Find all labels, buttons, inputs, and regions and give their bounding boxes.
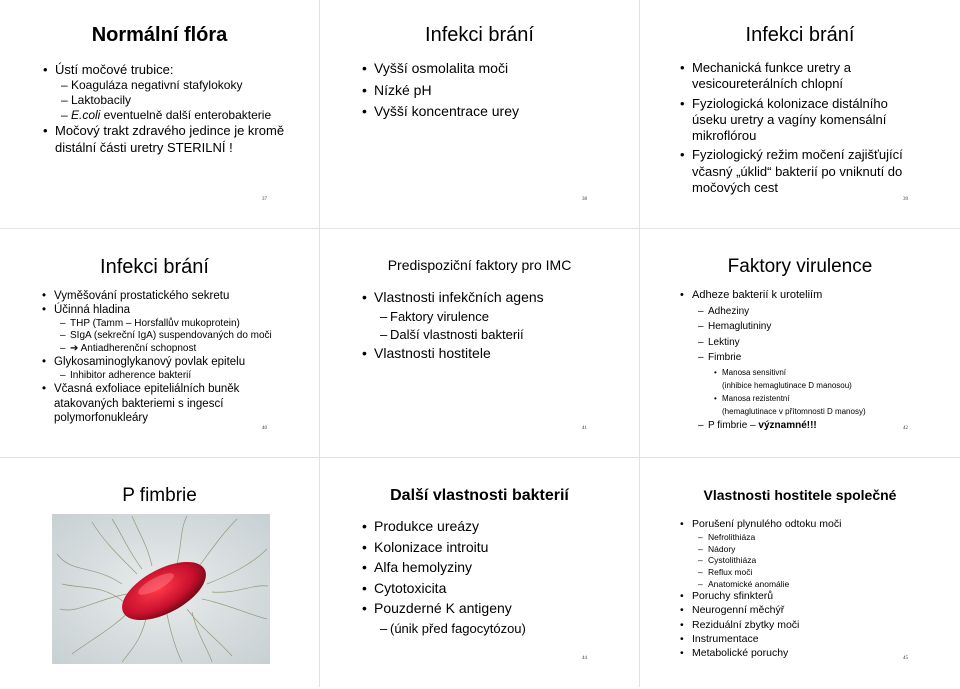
slide-45 xyxy=(640,458,960,687)
list-item: – Anatomické anomálie xyxy=(678,579,928,590)
bacterium-image xyxy=(52,514,270,664)
list-item: – (únik před fagocytózou) xyxy=(360,621,620,637)
bullet-list xyxy=(360,289,620,363)
list-item: • Vyměšování prostatického sekretu xyxy=(40,289,280,303)
list-item: – THP (Tamm – Horsfallův mukoprotein) xyxy=(40,318,280,331)
list-item: • Reziduální zbytky moči xyxy=(678,619,928,632)
slide-title: Infekci brání xyxy=(745,24,855,46)
list-item: • Fyziologický režim močení zajišťující včasný „úklid“ bakterií po vniknutí do močových cest xyxy=(678,147,908,196)
list-item: • Mechanická funkce uretry a vesicoureterálních chlopní xyxy=(678,60,908,93)
emphasis-text: významné xyxy=(758,419,807,431)
bullet-list xyxy=(678,518,928,660)
list-item: • Nízké pH xyxy=(360,82,620,100)
list-item: • Cytotoxicita xyxy=(360,580,620,598)
list-item: • Vlastnosti hostitele xyxy=(360,345,620,363)
bullet-list xyxy=(360,60,620,121)
list-item: • Vyšší koncentrace urey xyxy=(360,103,620,121)
list-item: • Alfa hemolyziny xyxy=(360,559,620,577)
list-item: – Koaguláza negativní stafylokoky xyxy=(41,78,296,93)
list-item: • Metabolické poruchy xyxy=(678,647,928,660)
list-item: • Instrumentace xyxy=(678,633,928,646)
list-item: • Močový trakt zdravého jedince je kromě distální části uretry STERILNÍ ! xyxy=(41,123,296,156)
list-item: – P fimbrie – významné!!! xyxy=(678,420,928,433)
list-item: • Neurogenní měchýř xyxy=(678,604,928,617)
list-item: • Manosa rezistentní xyxy=(678,394,928,404)
right-arrow-icon: ➔ xyxy=(70,342,79,354)
slide-title: Predispoziční faktory pro IMC xyxy=(387,257,572,273)
list-item-text: Antiadherenční schopnost xyxy=(78,342,197,354)
list-item: – Laktobacily xyxy=(41,93,296,108)
slide-title: P fimbrie xyxy=(122,485,197,506)
list-item: • Manosa sensitivní xyxy=(678,368,928,378)
list-item xyxy=(40,343,280,356)
list-item: – Hemaglutininy xyxy=(678,321,928,334)
slide-number: 40 xyxy=(262,426,267,431)
slide-title: Další vlastnosti bakterií xyxy=(390,487,569,504)
list-item: • Kolonizace introitu xyxy=(360,539,620,557)
list-item: • Glykosaminoglykanový povlak epitelu xyxy=(40,355,280,369)
bullet-list xyxy=(678,289,928,432)
slide-44 xyxy=(320,458,640,687)
list-item xyxy=(41,108,296,123)
slide-number: 44 xyxy=(582,656,587,661)
list-item: • Pouzderné K antigeny xyxy=(360,600,620,618)
list-item: • Ústí močové trubice: xyxy=(41,62,296,78)
slide-number: 45 xyxy=(903,656,908,661)
slide-number: 37 xyxy=(262,197,267,202)
list-item: – Cystolithiáza xyxy=(678,555,928,566)
slide-40 xyxy=(0,229,320,458)
bullet-list xyxy=(360,518,620,637)
list-item: • Produkce ureázy xyxy=(360,518,620,536)
list-item: • Fyziologická kolonizace distálního úseku uretry a vagíny komensální mikroflórou xyxy=(678,96,908,145)
list-item-text: P fimbrie xyxy=(708,419,748,431)
slide-number: 41 xyxy=(582,426,587,431)
list-item: • Vlastnosti infekčních agens xyxy=(360,289,620,307)
slide-title: Faktory virulence xyxy=(727,256,873,277)
slide-39 xyxy=(640,0,960,229)
list-item: • Porušení plynulého odtoku moči xyxy=(678,518,928,531)
emphasis-text: !!! xyxy=(806,419,817,431)
bullet-list xyxy=(41,62,296,156)
list-item: – Adheziny xyxy=(678,306,928,319)
slide-number: 42 xyxy=(903,426,908,431)
list-item: (hemaglutinace v přítomnosti D manosy) xyxy=(722,406,866,416)
slide-title: Vlastnosti hostitele společné xyxy=(703,487,897,503)
slide-title: Normální flóra xyxy=(91,24,228,46)
list-item: • Včasná exfoliace epiteliálních buněk atakovaných bakteriemi s ingescí polymorfonukleáry xyxy=(40,382,259,425)
slide-41 xyxy=(320,229,640,458)
list-item: – Nefrolithiáza xyxy=(678,532,928,543)
list-item-text: eventuelně další enterobakterie xyxy=(100,108,272,123)
slide-title: Infekci brání xyxy=(100,256,209,278)
list-item: • Poruchy sfinkterů xyxy=(678,590,928,603)
list-item: – Další vlastnosti bakterií xyxy=(360,327,620,343)
list-item: – Lektiny xyxy=(678,337,928,350)
list-item: • Adheze bakterií k uroteliím xyxy=(678,289,928,303)
slide-38 xyxy=(320,0,640,229)
slide-title: Infekci brání xyxy=(425,24,534,46)
list-item: (inhibice hemaglutinace D manosou) xyxy=(722,380,852,390)
slide-42 xyxy=(640,229,960,458)
list-item: • Účinná hladina xyxy=(40,303,280,317)
list-item: – Nádory xyxy=(678,544,928,555)
list-item: – Inhibitor adherence bakterií xyxy=(40,370,280,383)
list-item: – Fimbrie xyxy=(678,352,928,365)
slide-number: 38 xyxy=(582,197,587,202)
bullet-list xyxy=(40,289,280,425)
slide-37 xyxy=(0,0,320,229)
list-item: • Vyšší osmolalita moči xyxy=(360,60,620,78)
list-item: – SIgA (sekreční IgA) suspendovaných do moči xyxy=(40,330,280,343)
bullet-list xyxy=(678,60,908,196)
organism-name: E.coli xyxy=(71,108,101,123)
list-item: – Reflux moči xyxy=(678,567,928,578)
slide-number: 39 xyxy=(903,197,908,202)
list-item: – Faktory virulence xyxy=(360,309,620,325)
